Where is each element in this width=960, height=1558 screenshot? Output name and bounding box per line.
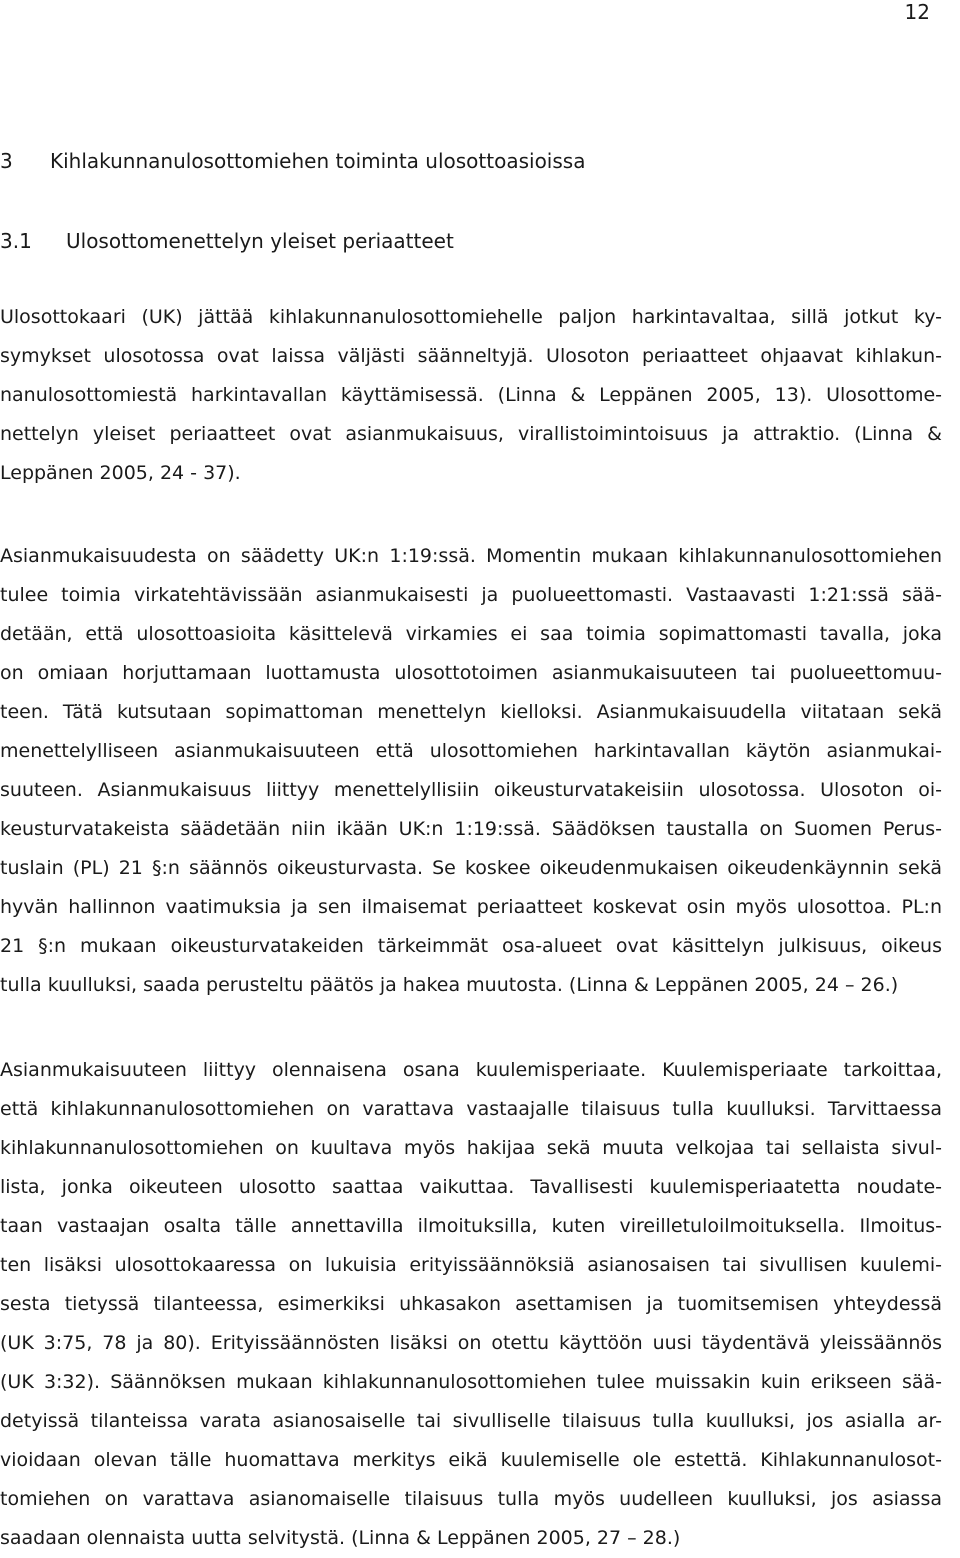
text-line: sesta tietyssä tilanteessa, esimerkiksi uhkasakon asettamisen ja tuomitsemisen yhteydessä	[0, 1293, 942, 1315]
section-number: 3.1	[0, 229, 32, 253]
text-line: nettelyn yleiset periaatteet ovat asianmukaisuus, virallistoimintoisuus ja attraktio. (Linna &	[0, 423, 942, 445]
text-line: on omiaan horjuttamaan luottamusta ulosottotoimen asianmukaisuuteen tai puolueettomuu-	[0, 662, 942, 684]
chapter-number: 3	[0, 149, 13, 173]
text-line: symykset ulosotossa ovat laissa väljästi säänneltyjä. Ulosoton periaatteet ohjaavat kihlakun-	[0, 345, 942, 367]
text-line: detyissä tilanteissa varata asianosaiselle tai sivulliselle tilaisuus tulla kuulluksi, jos asialla ar-	[0, 1410, 942, 1432]
text-line: (UK 3:75, 78 ja 80). Erityissäännösten lisäksi on otettu käyttöön uusi täydentävä yleissäännös	[0, 1332, 942, 1354]
text-line: Leppänen 2005, 24 - 37).	[0, 462, 241, 484]
text-line: tuslain (PL) 21 §:n säännös oikeusturvasta. Se koskee oikeudenmukaisen oikeudenkäynnin sekä	[0, 857, 942, 879]
text-line: hyvän hallinnon vaatimuksia ja sen ilmaisemat periaatteet koskevat osin myös ulosottoa. PL:n	[0, 896, 942, 918]
chapter-heading	[0, 149, 586, 173]
text-line: tulee toimia virkatehtävissään asianmukaisesti ja puolueettomasti. Vastaavasti 1:21:ssä sää-	[0, 584, 942, 606]
paragraph-general-principles	[0, 298, 942, 493]
paragraph-hearing-principle	[0, 1051, 942, 1558]
text-line: teen. Tätä kutsutaan sopimattoman menettelyn kielloksi. Asianmukaisuudella viitataan sekä	[0, 701, 942, 723]
text-line: keusturvatakeista säädetään niin ikään UK:n 1:19:ssä. Säädöksen taustalla on Suomen Perus-	[0, 818, 942, 840]
chapter-title: Kihlakunnanulosottomiehen toiminta ulosottoasioissa	[50, 149, 586, 173]
text-line: nanulosottomiestä harkintavallan käyttämisessä. (Linna & Leppänen 2005, 13). Ulosottome-	[0, 384, 942, 406]
text-line: tulla kuulluksi, saada perusteltu päätös ja hakea muutosta. (Linna & Leppänen 2005, 24 – 26.)	[0, 974, 899, 996]
text-line: (UK 3:32). Säännöksen mukaan kihlakunnanulosottomiehen tulee muissakin kuin erikseen sää-	[0, 1371, 942, 1393]
text-line: saadaan olennaista uutta selvitystä. (Linna & Leppänen 2005, 27 – 28.)	[0, 1527, 681, 1549]
text-line: että kihlakunnanulosottomiehen on varattava vastaajalle tilaisuus tulla kuulluksi. Tarvittaessa	[0, 1098, 942, 1120]
text-line: tomiehen on varattava asianomaiselle tilaisuus tulla myös uudelleen kuulluksi, jos asiassa	[0, 1488, 942, 1510]
text-line: vioidaan olevan tälle huomattava merkitys eikä kuulemiselle ole estettä. Kihlakunnanulosot-	[0, 1449, 942, 1471]
page-number: 12	[904, 0, 930, 24]
text-line: Ulosottokaari (UK) jättää kihlakunnanulosottomiehelle paljon harkintavaltaa, sillä jotkut ky-	[0, 306, 942, 328]
text-line: suuteen. Asianmukaisuus liittyy menettelyllisiin oikeusturvatakeisiin ulosotossa. Ulosoton oi-	[0, 779, 942, 801]
text-line: 21 §:n mukaan oikeusturvatakeiden tärkeimmät osa-alueet ovat käsittelyn julkisuus, oikeus	[0, 935, 942, 957]
paragraph-appropriateness	[0, 537, 942, 1005]
text-line: menettelylliseen asianmukaisuuteen että ulosottomiehen harkintavallan käytön asianmukai-	[0, 740, 942, 762]
section-heading	[0, 229, 454, 253]
section-title: Ulosottomenettelyn yleiset periaatteet	[66, 229, 454, 253]
text-line: kihlakunnanulosottomiehen on kuultava myös hakijaa sekä muuta velkojaa tai sellaista sivul-	[0, 1137, 942, 1159]
text-line: Asianmukaisuudesta on säädetty UK:n 1:19:ssä. Momentin mukaan kihlakunnanulosottomiehen	[0, 545, 942, 567]
text-line: lista, jonka oikeuteen ulosotto saattaa vaikuttaa. Tavallisesti kuulemisperiaatetta noudate-	[0, 1176, 942, 1198]
text-line: Asianmukaisuuteen liittyy olennaisena osana kuulemisperiaate. Kuulemisperiaate tarkoittaa,	[0, 1059, 942, 1081]
text-line: ten lisäksi ulosottokaaressa on lukuisia erityissäännöksiä asianosaisen tai sivullisen kuulemi-	[0, 1254, 942, 1276]
text-line: detään, että ulosottoasioita käsittelevä virkamies ei saa toimia sopimattomasti tavalla, joka	[0, 623, 942, 645]
text-line: taan vastaajan osalta tälle annettavilla ilmoituksilla, kuten vireilletuloilmoituksella. Ilmoitus-	[0, 1215, 942, 1237]
